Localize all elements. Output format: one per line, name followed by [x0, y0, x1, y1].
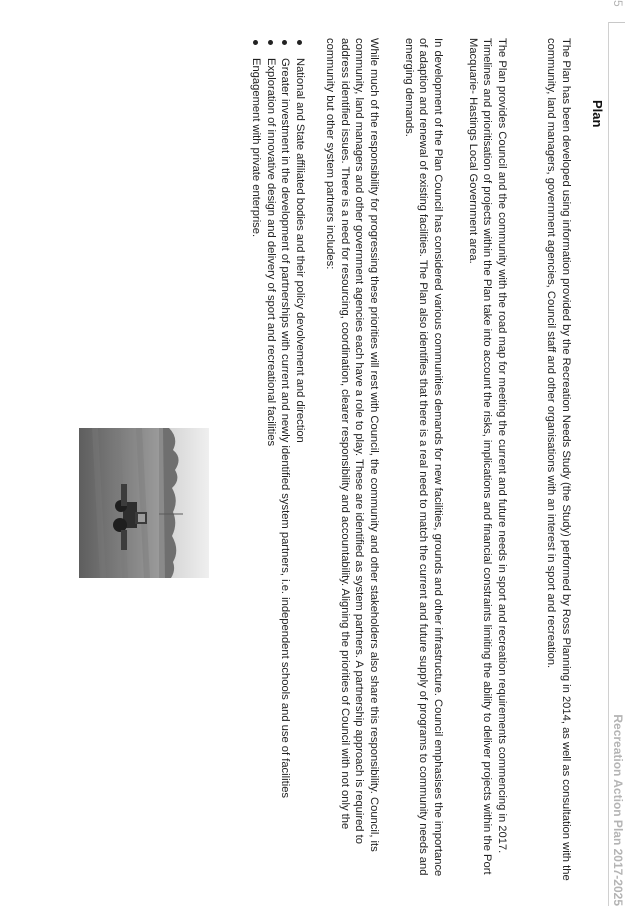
list-item-text: National and State affiliated bodies and their policy devolvement and direction: [294, 58, 306, 443]
running-title: Recreation Action Plan 2017-2025: [611, 714, 625, 906]
section-heading: Plan: [590, 100, 605, 128]
list-item-text: Exploration of innovative design and delivery of sport and recreational facilities: [264, 58, 277, 447]
list-item-text: Engagement with private enterprise.: [250, 58, 263, 238]
photo-image: [79, 428, 209, 578]
paragraph-partners: While much of the responsibility for progressing these priorities will rest with Council, the community and other stakeholders also share this responsibility. Council, its community, land managers and other government agencies each have a role to play. These are identified as system partners. A partnership approach is required to address identified issues. There is a need for resourcing, coordination, clearer responsibility and accountability. Aligning the priorities of Council with not only the community but other system partners includes:: [324, 38, 380, 852]
list-item: [249, 38, 264, 883]
paragraph-demands: In development of the Plan Council has considered various communities demands for new facilities, grounds and other infrastructure. Council emphasises the importance of adaption and renewal of existing facilities. The Plan also identifies that there is a real need to match the current and future supply of programs to community needs and emerging demands.: [402, 38, 444, 877]
page-number: 5: [611, 0, 625, 7]
paragraph-road-map: The Plan provides Council and the community with the road map for meeting the current and future needs in sport and recreation requirements commencing in 2017. Timelines and prioritisation of projects within the Plan take into account the risks, implications and financial constraints limiting the ability to deliver projects within the Port Macquarie- Hastings Local Government area.: [466, 38, 508, 875]
bullet-dot-icon: [253, 40, 258, 45]
bullet-dot-icon: [282, 40, 287, 45]
list-item: [263, 38, 278, 883]
paragraph-sources: The Plan has been developed using information provided by the Recreation Needs Study (the Study) performed by Ross Planning in 2014, as well as consultation with the community, land managers, government agencies, Council staff and other organisations with an interest in sport and recreation.: [545, 38, 572, 881]
bullet-dot-icon: [268, 40, 273, 45]
bullet-dot-icon: [297, 40, 302, 45]
list-item: [278, 38, 293, 883]
list-item-text: Greater investment in the development of partnerships with current and newly identified system partners, i.e. independent schools and use of facilities: [279, 58, 292, 799]
tractor-mowing-photo: [79, 428, 209, 578]
partner-priorities-list: [249, 38, 307, 883]
page-header: [595, 0, 625, 906]
header-rule: [608, 22, 609, 906]
list-item: [292, 38, 307, 883]
header-separator: [609, 22, 625, 23]
